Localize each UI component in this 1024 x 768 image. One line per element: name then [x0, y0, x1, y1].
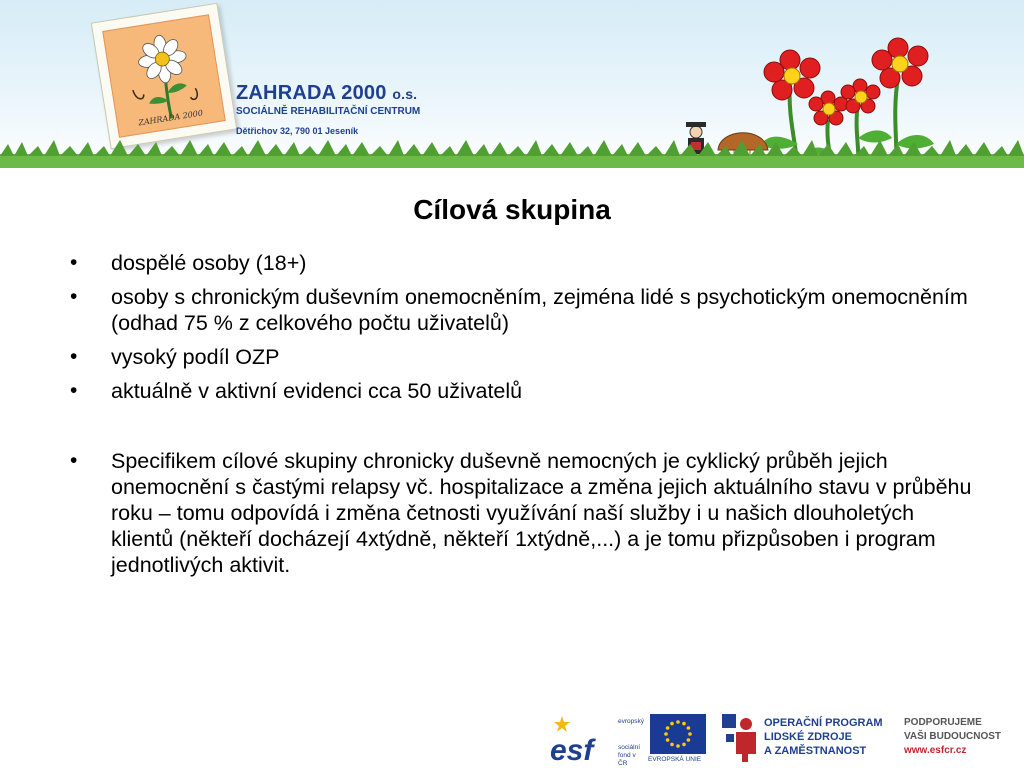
organization-subtitle: SOCIÁLNĚ REHABILITAČNÍ CENTRUM	[236, 106, 421, 117]
bullet-item	[70, 378, 980, 404]
bullet-item-paragraph	[70, 448, 980, 578]
bullet-marker: •	[70, 251, 78, 274]
grass-strip	[0, 140, 1024, 168]
support-slogan	[904, 716, 1001, 758]
bullet-item	[70, 344, 980, 370]
logo-frame	[102, 14, 226, 138]
esf-label-line: sociální	[618, 744, 641, 751]
organization-logo	[91, 3, 237, 149]
esf-label	[618, 718, 644, 726]
support-url-link[interactable]: www.esfcr.cz	[904, 745, 967, 756]
bullet-text: vysoký podíl OZP	[111, 345, 280, 369]
esf-logo	[548, 714, 645, 768]
slide-content	[70, 250, 980, 586]
bullet-text: Specifikem cílové skupiny chronicky duševně nemocných je cyklický průběh jejich onemocnění s častými relapsy vč. hospitalizace a změna jejich aktuálního stavu v průběhu roku – tomu odpovídá i změna četnosti využívání naší služby i u našich dlouholetých klientů (někteří docházejí 4xtýdně, někteří 1xtýdně,...) a je tomu přizpůsoben i program jednotlivých aktivit.	[111, 449, 972, 577]
eu-stars	[650, 714, 706, 754]
op-line: OPERAČNÍ PROGRAM	[764, 717, 883, 729]
esf-label-lower	[618, 744, 640, 768]
bullet-marker: •	[70, 379, 78, 402]
header-banner	[0, 0, 1024, 168]
bullet-text: osoby s chronickým duševním onemocněním, zejména lidé s psychotickým onemocněním (odhad 75 % z celkového počtu uživatelů)	[111, 285, 968, 335]
esf-label-line: evropský	[618, 718, 645, 725]
bullet-item	[70, 250, 980, 276]
op-program-label	[764, 716, 883, 758]
esf-mark	[548, 714, 616, 764]
organization-name-text: ZAHRADA 2000	[236, 82, 387, 104]
eu-label: EVROPSKÁ UNIE	[648, 756, 702, 763]
op-line: A ZAMĚSTNANOST	[764, 745, 867, 757]
logo-caption: ZAHRADA 2000	[137, 108, 204, 128]
organization-name	[236, 82, 417, 105]
esf-mark-text: esf	[550, 734, 594, 764]
organization-suffix: o.s.	[392, 86, 418, 102]
red-flower-icon	[764, 50, 820, 100]
op-line: LIDSKÉ ZDROJE	[764, 731, 853, 743]
bullet-marker: •	[70, 345, 78, 368]
organization-address: Dětřichov 32, 790 01 Jeseník	[236, 126, 359, 136]
footer-logos	[540, 708, 1024, 768]
eu-flag-icon	[650, 714, 706, 754]
paragraph-spacer	[70, 412, 980, 448]
bullet-text: aktuálně v aktivní evidenci cca 50 uživatelů	[111, 379, 523, 403]
op-person-icon	[722, 714, 758, 762]
slide-title: Cílová skupina	[413, 194, 611, 225]
esf-label-line: fond v ČR	[618, 752, 636, 767]
bullet-text: dospělé osoby (18+)	[111, 251, 307, 275]
support-line: VAŠI BUDOUCNOST	[904, 731, 1002, 742]
bullet-marker: •	[70, 285, 78, 308]
bullet-item	[70, 284, 980, 336]
support-line: PODPORUJEME	[904, 717, 982, 728]
bullet-marker: •	[70, 449, 78, 472]
